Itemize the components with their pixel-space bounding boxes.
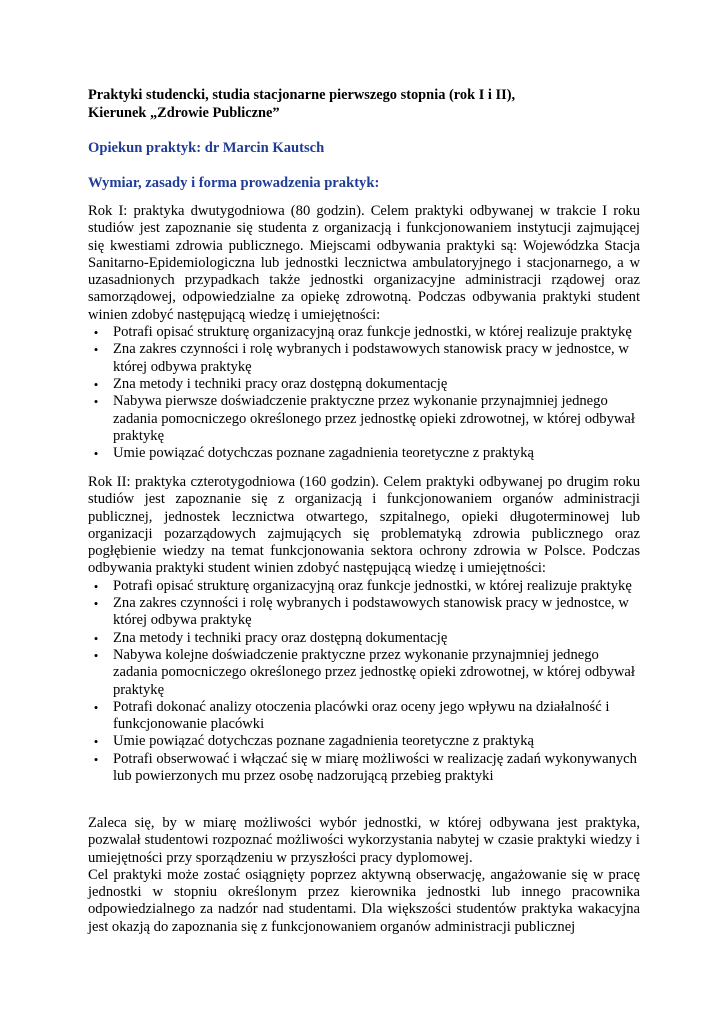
year2-paragraph: Rok II: praktyka czterotygodniowa (160 godzin). Celem praktyki odbywanej po drugim roku studiów jest zapoznanie się z organizacją i funkcjonowaniem organów administracji publicznej, jednostek lecznictwa otwartego, szpitalnego, opieki długoterminowej lub organizacji pozarządowych zajmujących się problematyką zdrowia publicznego oraz pogłębienie wiedzy na temat funkcjonowania sektora ochrony zdrowia w Polsce. Podczas odbywania praktyki student winien zdobyć następującą wiedzę i umiejętności:: [88, 474, 640, 577]
list-item-text: Nabywa pierwsze doświadczenie praktyczne przez wykonanie przynajmniej jednego zadania pomocniczego określonego przez jednostkę opieki zdrowotnej, w której odbywał praktykę: [113, 393, 635, 444]
list-item-text: Umie powiązać dotychczas poznane zagadnienia teoretyczne z praktyką: [113, 733, 534, 750]
list-item-text: Umie powiązać dotychczas poznane zagadnienia teoretyczne z praktyką: [113, 445, 534, 462]
heading-line-2: Kierunek „Zdrowie Publiczne”: [88, 105, 280, 121]
year1-bullet-list: [88, 324, 640, 462]
supervisor-heading: Opiekun praktyk: dr Marcin Kautsch: [88, 140, 325, 156]
list-item: [88, 630, 640, 647]
list-item: [88, 393, 640, 445]
list-item-text: Nabywa kolejne doświadczenie praktyczne przez wykonanie przynajmniej jednego zadania pomocniczego określonego przez jednostkę opieki zdrowotnej, w której odbywał praktykę: [113, 646, 635, 698]
year2-section: [88, 474, 640, 785]
list-item-text: Potrafi opisać strukturę organizacyjną oraz funkcje jednostki, w której realizuje praktykę: [113, 577, 632, 594]
list-item: [88, 376, 640, 393]
list-item-text: Zna metody i techniki pracy oraz dostępną dokumentację: [113, 375, 448, 392]
list-item: [88, 445, 640, 462]
list-item: [88, 324, 640, 341]
list-item-text: Potrafi opisać strukturę organizacyjną oraz funkcje jednostki, w której realizuje praktykę: [113, 324, 632, 341]
list-item: [88, 578, 640, 595]
list-item: [88, 733, 640, 750]
bullet-icon: •: [93, 394, 99, 410]
list-item-text: Potrafi obserwować i włączać się w miarę możliwości w realizację zadań wykonywanych lub powierzonych mu przez osobę nadzorującą przebieg praktyki: [113, 750, 637, 785]
list-item-text: Zna zakres czynności i rolę wybranych i podstawowych stanowisk pracy w jednostce, w której odbywa praktykę: [113, 595, 629, 629]
list-item-text: Zna zakres czynności i rolę wybranych i podstawowych stanowisk pracy w jednostce, w której odbywa praktykę: [113, 341, 629, 375]
list-item-text: Zna metody i techniki pracy oraz dostępną dokumentację: [113, 629, 448, 646]
heading-line-1: Praktyki studencki, studia stacjonarne pierwszego stopnia (rok I i II),: [88, 87, 516, 103]
closing-section: [88, 815, 640, 936]
list-item-text: Potrafi dokonać analizy otoczenia placówki oraz oceny jego wpływu na działalność i funkcjonowanie placówki: [113, 698, 610, 733]
closing-paragraph-2: Cel praktyki może zostać osiągnięty poprzez aktywną obserwację, angażowanie się w pracę jednostki w stopniu określonym przez kierownika jednostki lub innego pracownika odpowiedzialnego za nadzór nad studentami. Dla większości studentów praktyka wakacyjna jest okazją do zapoznania się z funkcjonowaniem organów administracji publicznej: [88, 866, 640, 935]
bullet-icon: •: [93, 630, 99, 646]
bullet-icon: •: [93, 699, 99, 715]
list-item: [88, 595, 640, 630]
section-heading: Wymiar, zasady i forma prowadzenia praktyk:: [88, 175, 380, 191]
year1-paragraph: Rok I: praktyka dwutygodniowa (80 godzin). Celem praktyki odbywanej w trakcie I roku studiów jest zapoznanie się studenta z organizacją i funkcjonowaniem instytucji zajmującej się kwestiami zdrowia publicznego. Miejscami odbywania praktyki są: Wojewódzka Stacja Sanitarno-Epidemiologiczna lub jednostki lecznictwa ambulatoryjnego i stacjonarnego, a w uzasadnionych przypadkach także jednostki organizacyjne administracji rządowej oraz samorządowej, odpowiedzialne za opiekę zdrowotną. Podczas odbywania praktyki student winien zdobyć następującą wiedzę i umiejętności:: [88, 203, 640, 323]
year2-bullet-list: [88, 578, 640, 786]
bullet-icon: •: [93, 751, 99, 767]
bullet-icon: •: [93, 342, 99, 358]
bullet-icon: •: [93, 596, 99, 612]
document-heading: [88, 86, 648, 122]
bullet-icon: •: [93, 446, 99, 462]
bullet-icon: •: [93, 376, 99, 392]
bullet-icon: •: [93, 647, 99, 663]
list-item: [88, 751, 640, 786]
bullet-icon: •: [93, 325, 99, 341]
year1-section: [88, 203, 640, 462]
closing-paragraph-1: Zaleca się, by w miarę możliwości wybór jednostki, w której odbywana jest praktyka, pozwalał studentowi rozpoznać możliwości wykorzystania nabytej w czasie praktyki wiedzy i umiejętności przy sporządzeniu w przyszłości pracy dyplomowej.: [88, 815, 640, 866]
list-item: [88, 341, 640, 376]
bullet-icon: •: [93, 734, 99, 750]
list-item: [88, 647, 640, 699]
bullet-icon: •: [93, 578, 99, 594]
list-item: [88, 699, 640, 734]
